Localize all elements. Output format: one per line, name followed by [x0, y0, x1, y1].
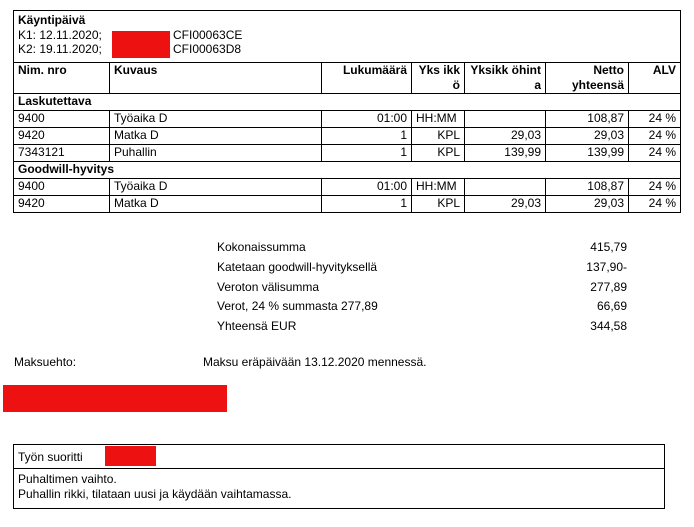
- table-header-row: [14, 63, 681, 94]
- header-alv: ALV: [629, 63, 681, 94]
- header-yksikko: Yks ikkö: [412, 63, 465, 94]
- cell-netto: 29,03: [546, 196, 629, 213]
- cell-alv: 24 %: [629, 179, 681, 196]
- header-hinta: Yksikk öhinta: [465, 63, 546, 94]
- total-row: [217, 258, 627, 278]
- cell-kuvaus: Työaika D: [110, 111, 322, 128]
- visit-date: K2: 19.11.2020;: [18, 42, 102, 56]
- cell-alv: 24 %: [629, 196, 681, 213]
- cell-yksikko: KPL: [412, 128, 465, 145]
- total-value: 344,58: [590, 319, 627, 334]
- total-row: [217, 278, 627, 298]
- cell-yksikko: KPL: [412, 196, 465, 213]
- cell-netto: 108,87: [546, 111, 629, 128]
- total-value: 66,69: [596, 299, 627, 314]
- payment-terms-label: Maksuehto:: [14, 355, 77, 369]
- cell-netto: 29,03: [546, 128, 629, 145]
- table-row: [14, 145, 681, 162]
- header-netto: Netto yhteensä: [546, 63, 629, 94]
- redaction-block: [3, 385, 227, 412]
- work-performer-row: [14, 445, 664, 469]
- cell-lukumaara: 01:00: [322, 111, 412, 128]
- total-label: Kokonaissumma: [217, 240, 306, 254]
- section-title: Laskutettava: [14, 94, 681, 111]
- cell-lukumaara: 1: [322, 196, 412, 213]
- table-row: [14, 111, 681, 128]
- work-performer-label: Työn suoritti: [18, 450, 83, 464]
- payment-terms-text: Maksu eräpäivään 13.12.2020 mennessä.: [203, 355, 427, 369]
- cell-lukumaara: 1: [322, 128, 412, 145]
- totals-block: [217, 238, 627, 337]
- cell-netto: 139,99: [546, 145, 629, 162]
- cell-hinta: [465, 179, 546, 196]
- total-row: [217, 238, 627, 258]
- total-label: Verot, 24 % summasta 277,89: [217, 299, 378, 314]
- cell-hinta: 139,99: [465, 145, 546, 162]
- cell-lukumaara: 1: [322, 145, 412, 162]
- header-nro: Nim. nro: [14, 63, 110, 94]
- cell-kuvaus: Puhallin: [110, 145, 322, 162]
- work-notes: [14, 469, 664, 505]
- cell-nro: 9420: [14, 196, 110, 213]
- table-row: [14, 179, 681, 196]
- visit-code: CFI00063CE: [173, 28, 243, 42]
- section-row: [14, 94, 681, 111]
- cell-alv: 24 %: [629, 145, 681, 162]
- cell-hinta: 29,03: [465, 128, 546, 145]
- section-row: [14, 162, 681, 179]
- cell-kuvaus: Työaika D: [110, 179, 322, 196]
- cell-nro: 9420: [14, 128, 110, 145]
- cell-yksikko: HH:MM: [412, 111, 465, 128]
- redaction-block: [105, 446, 156, 466]
- total-row: [217, 317, 627, 337]
- cell-alv: 24 %: [629, 128, 681, 145]
- work-details-box: [13, 444, 665, 509]
- cell-hinta: [465, 111, 546, 128]
- visit-title: Käyntipäivä: [18, 13, 86, 27]
- work-note-line: Puhaltimen vaihto.: [18, 472, 117, 486]
- total-label: Yhteensä EUR: [217, 319, 297, 334]
- header-kuvaus: Kuvaus: [110, 63, 322, 94]
- visit-date: K1: 12.11.2020;: [18, 28, 102, 42]
- table-row: [14, 196, 681, 213]
- cell-nro: 7343121: [14, 145, 110, 162]
- cell-yksikko: HH:MM: [412, 179, 465, 196]
- total-row: [217, 297, 627, 317]
- cell-netto: 108,87: [546, 179, 629, 196]
- cell-lukumaara: 01:00: [322, 179, 412, 196]
- total-label: Katetaan goodwill-hyvityksellä: [217, 259, 378, 274]
- cell-nro: 9400: [14, 111, 110, 128]
- table-row: [14, 128, 681, 145]
- cell-hinta: 29,03: [465, 196, 546, 213]
- visit-code: CFI00063D8: [173, 42, 242, 56]
- header-lukumaara: Lukumäärä: [322, 63, 412, 94]
- cell-kuvaus: Matka D: [110, 196, 322, 213]
- total-label: Veroton välisumma: [217, 279, 320, 294]
- total-value: 277,89: [590, 279, 627, 294]
- cell-nro: 9400: [14, 179, 110, 196]
- total-value: 137,90-: [586, 259, 627, 274]
- cell-yksikko: KPL: [412, 145, 465, 162]
- work-note-line: Puhallin rikki, tilataan uusi ja käydään vaihtamassa.: [18, 487, 292, 501]
- cell-kuvaus: Matka D: [110, 128, 322, 145]
- cell-alv: 24 %: [629, 111, 681, 128]
- section-title: Goodwill-hyvitys: [14, 162, 681, 179]
- total-value: 415,79: [590, 240, 627, 254]
- redaction-block: [112, 31, 170, 58]
